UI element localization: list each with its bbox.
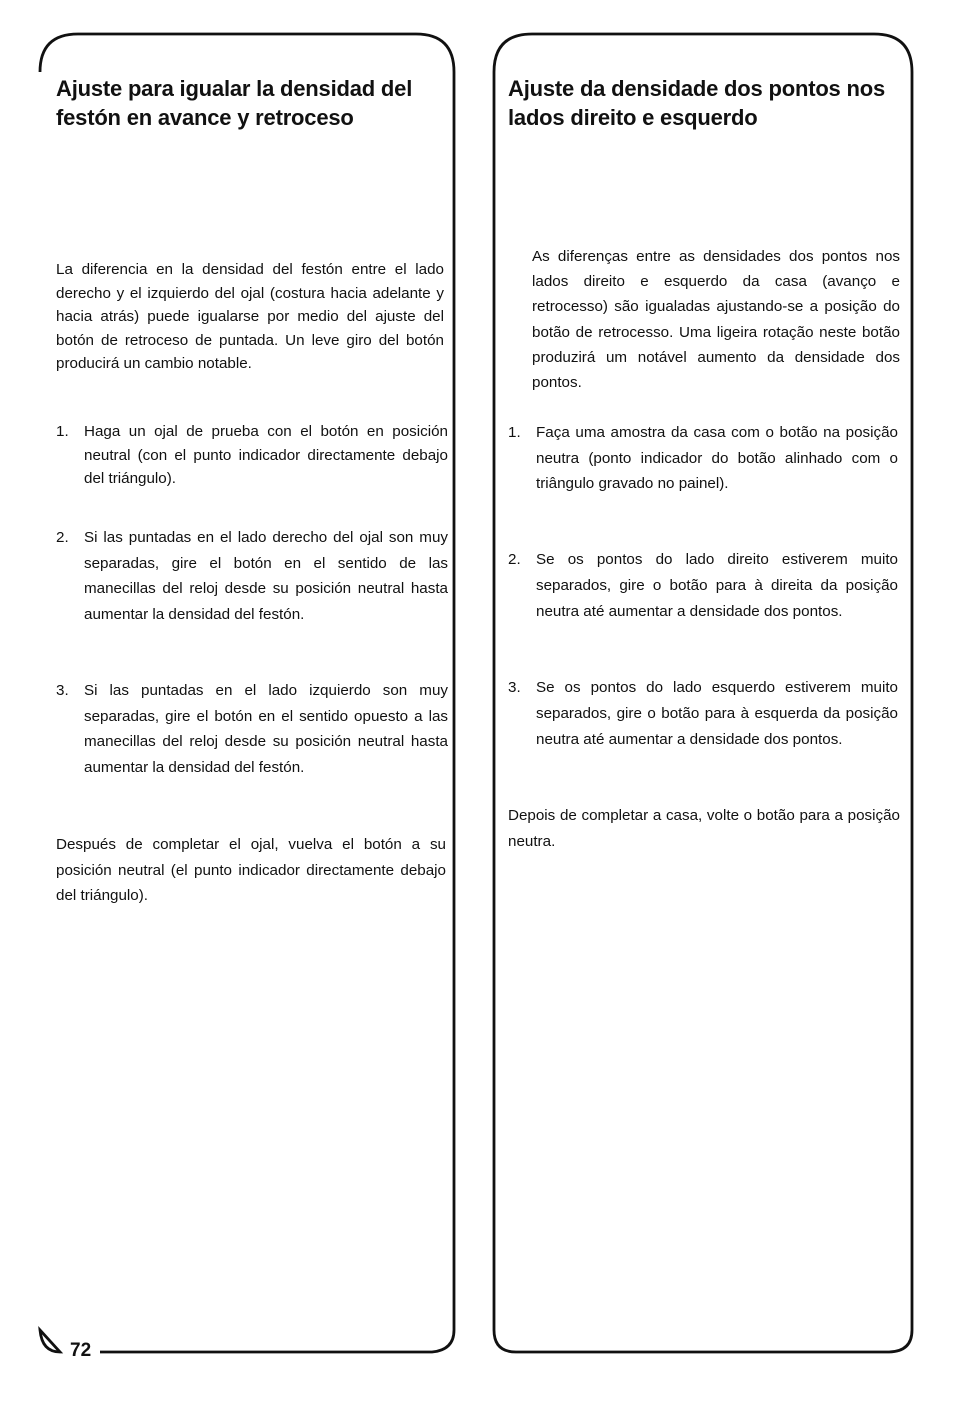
spanish-step-1 [56,420,448,491]
step-text: Se os pontos do lado direito estiverem muito separados, gire o botão para à direita da posição neutra até aumentar a densidade dos pontos. [536,551,898,620]
page-number: 72 [66,1339,97,1363]
spanish-closing: Después de completar el ojal, vuelva el botón a su posición neutral (el punto indicador directamente debajo del triángulo). [56,836,446,904]
step-number: 2. [508,551,521,568]
portuguese-step-3 [508,675,898,753]
spanish-intro: La diferencia en la densidad del festón entre el lado derecho y el izquierdo del ojal (costura hacia adelante y hacia atrás) puede igualarse por medio del ajuste del botón de retroceso de puntada. Un leve giro del botón producirá un cambio notable. [56,261,444,373]
portuguese-step-2 [508,547,898,625]
spanish-step-2 [56,525,448,627]
portuguese-step-1 [508,420,898,497]
portuguese-title: Ajuste da densidade dos pontos nos lados direito e esquerdo [508,76,886,130]
spanish-step-3 [56,678,448,780]
step-text: Si las puntadas en el lado derecho del ojal son muy separadas, gire el botón en el sentido de las manecillas del reloj desde su posición neutral hasta aumentar la densidad del festón. [84,529,448,623]
step-text: Faça uma amostra da casa com o botão na posição neutra (ponto indicador do botão alinhado com o triângulo gravado no painel). [536,424,898,492]
step-number: 2. [56,529,69,546]
step-number: 1. [508,424,521,441]
step-text: Si las puntadas en el lado izquierdo son muy separadas, gire el botón en el sentido opuesto a las manecillas del reloj desde su posición neutral hasta aumentar la densidad del festón. [84,682,448,776]
step-text: Haga un ojal de prueba con el botón en posición neutral (con el punto indicador directamente debajo del triángulo). [84,423,448,487]
portuguese-closing: Depois de completar a casa, volte o botão para a posição neutra. [508,807,900,850]
portuguese-intro: As diferenças entre as densidades dos pontos nos lados direito e esquerdo da casa (avanço e retrocesso) são igualadas ajustando-se a posição do botão de retrocesso. Uma ligeira rotação neste botão produzirá um notável aumento da densidade dos pontos. [532,248,900,392]
spanish-title: Ajuste para igualar la densidad del festón en avance y retroceso [56,76,413,130]
step-number: 3. [508,679,521,696]
step-number: 3. [56,682,69,699]
portuguese-column [508,74,902,850]
step-text: Se os pontos do lado esquerdo estiverem muito separados, gire o botão para à esquerda da posição neutra até aumentar a densidade dos pontos. [536,679,898,748]
spanish-column [56,74,448,904]
step-number: 1. [56,423,69,440]
